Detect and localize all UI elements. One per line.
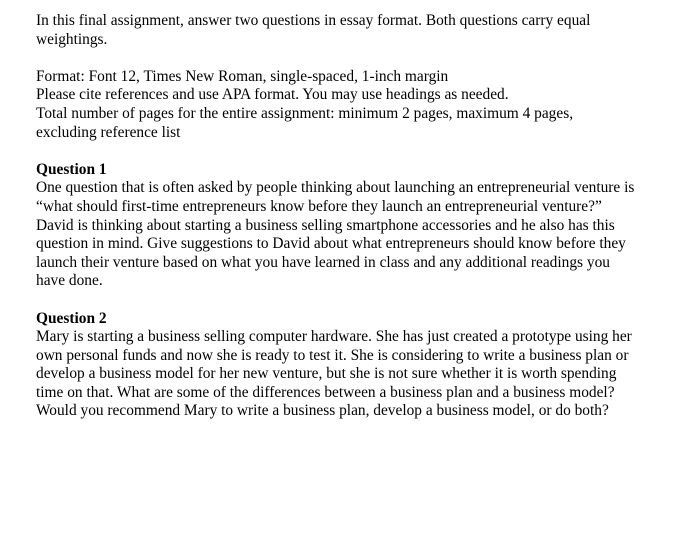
question-1-line: David is thinking about starting a business selling smartphone accessories and he also has this bbox=[36, 216, 615, 234]
question-1-line: launch their venture based on what you have learned in class and any additional readings you bbox=[36, 253, 610, 271]
paragraph-gap bbox=[36, 49, 690, 68]
question-1-line: “what should first-time entrepreneurs know before they launch an entrepreneurial venture?” bbox=[36, 197, 602, 215]
format-line: Total number of pages for the entire assignment: minimum 2 pages, maximum 4 pages, bbox=[36, 104, 574, 122]
assignment-document bbox=[36, 12, 690, 421]
question-1-section bbox=[36, 161, 690, 291]
intro-line: In this final assignment, answer two questions in essay format. Both questions carry equal bbox=[36, 12, 591, 29]
question-2-line: own personal funds and now she is ready to test it. She is considering to write a business plan or bbox=[36, 346, 629, 364]
question-1-line: have done. bbox=[36, 272, 103, 290]
question-2-line: develop a business model for her new venture, but she is not sure whether it is worth spending bbox=[36, 365, 617, 383]
question-1-line: question in mind. Give suggestions to David about what entrepreneurs should know before they bbox=[36, 235, 626, 253]
intro-line: weightings. bbox=[36, 30, 108, 48]
question-2-line: Would you recommend Mary to write a business plan, develop a business model, or do both? bbox=[36, 402, 609, 420]
question-2-section bbox=[36, 310, 690, 422]
question-2-line: time on that. What are some of the differences between a business plan and a business model? bbox=[36, 383, 615, 401]
format-paragraph bbox=[36, 68, 690, 142]
paragraph-gap bbox=[36, 142, 690, 161]
question-2-heading: Question 2 bbox=[36, 309, 107, 327]
question-1-body bbox=[36, 179, 690, 291]
question-1-line: One question that is often asked by people thinking about launching an entrepreneurial venture is bbox=[36, 179, 635, 197]
question-1-heading: Question 1 bbox=[36, 160, 107, 178]
format-line: Please cite references and use APA format. You may use headings as needed. bbox=[36, 86, 509, 104]
question-2-line: Mary is starting a business selling computer hardware. She has just created a prototype using her bbox=[36, 328, 632, 346]
intro-paragraph bbox=[36, 12, 690, 49]
format-line: excluding reference list bbox=[36, 123, 181, 141]
paragraph-gap bbox=[36, 291, 690, 310]
format-line: Format: Font 12, Times New Roman, single-spaced, 1-inch margin bbox=[36, 67, 449, 85]
question-2-body bbox=[36, 328, 690, 421]
